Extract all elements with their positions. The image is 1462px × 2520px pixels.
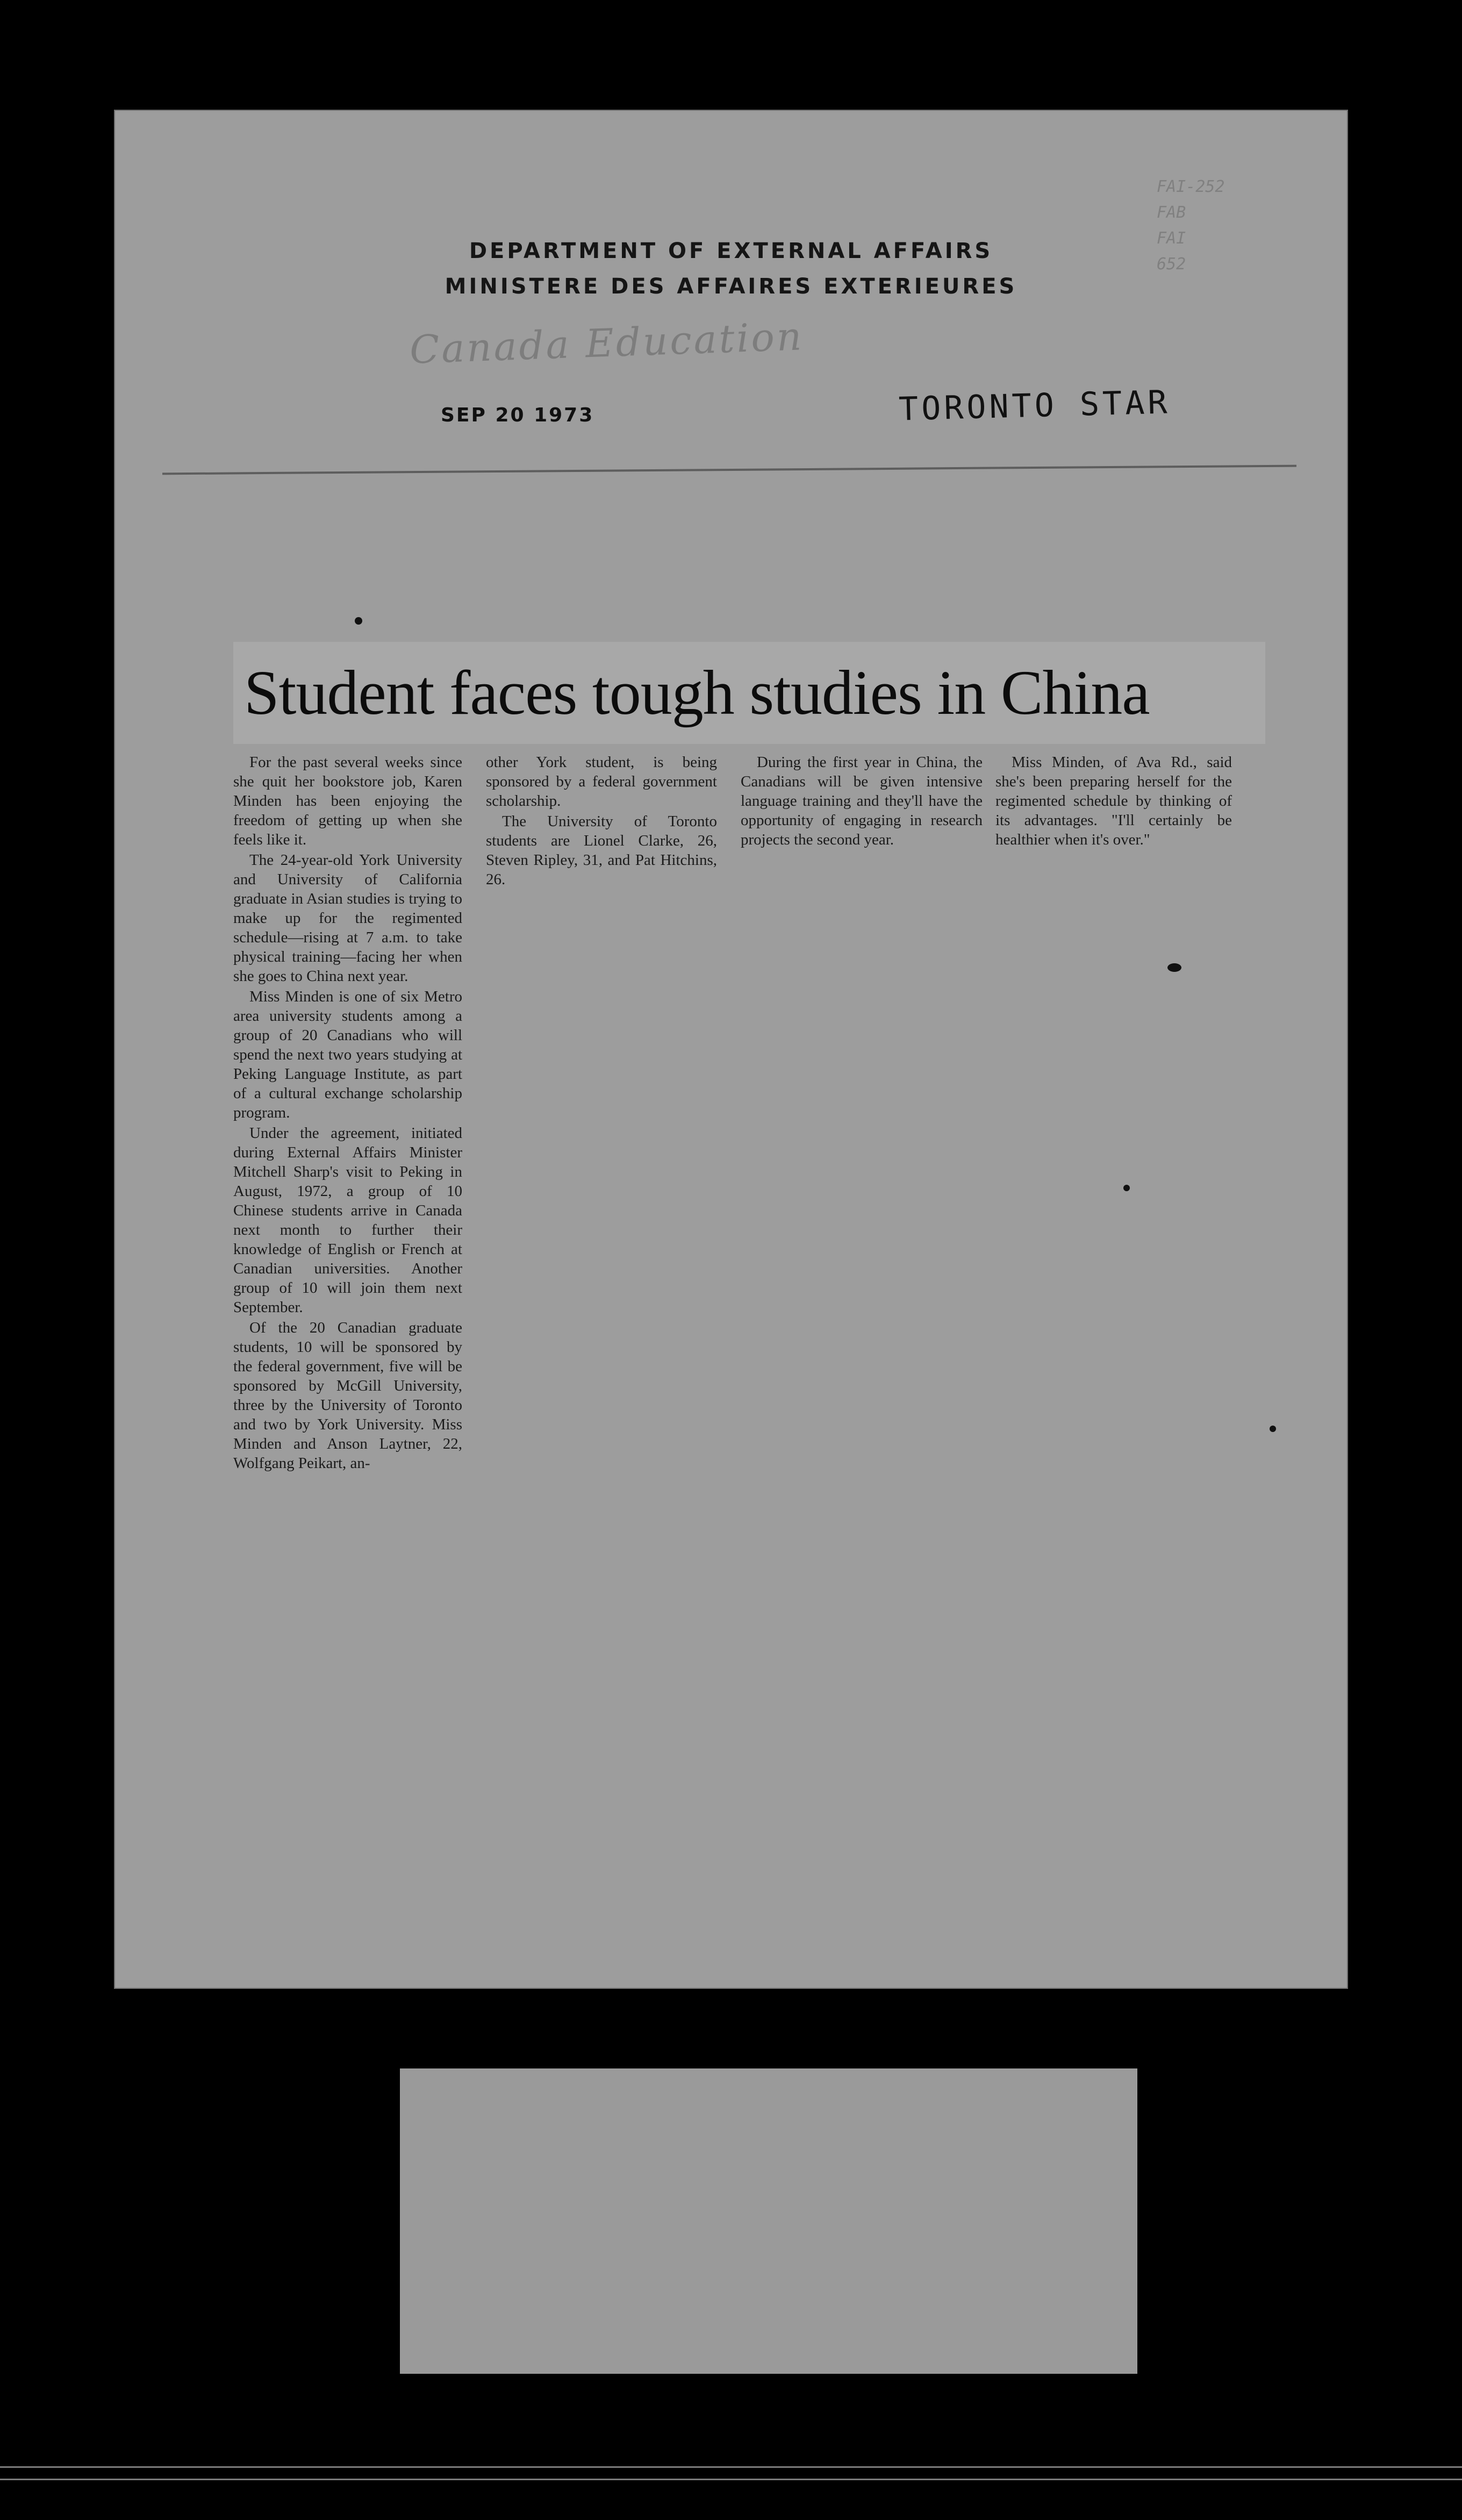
margin-note: FAB bbox=[1157, 203, 1186, 222]
film-speck bbox=[1123, 1185, 1130, 1191]
margin-note: FAI-252 bbox=[1157, 177, 1225, 196]
newspaper-clipping bbox=[233, 642, 1255, 1760]
handwritten-subject: Canada Education bbox=[408, 313, 805, 373]
article-paragraph: For the past several weeks since she quit her bookstore job, Karen Minden has been enjoying the freedom of getting up when she feels like it. bbox=[233, 754, 462, 848]
article-paragraph: Miss Minden, of Ava Rd., said she's been preparing herself for the regimented schedule by thinking of its advantages. "I'll certainly be healthier when it's over." bbox=[995, 754, 1232, 848]
article-paragraph: Under the agreement, initiated during External Affairs Minister Mitchell Sharp's visit to Peking in August, 1972, a group of 10 Chinese students arrive in Canada next month to further their knowledge of English or French at Canadian universities. Another group of 10 will join them next September. bbox=[233, 1125, 462, 1316]
blank-index-card bbox=[400, 2068, 1137, 2374]
article-paragraph: The 24-year-old York University and University of California graduate in Asian studies is trying to make up for the regimented schedule—rising at 7 a.m. to take physical training—facing her when she goes to China next year. bbox=[233, 851, 462, 985]
article-column-2 bbox=[486, 753, 717, 890]
archive-page bbox=[114, 110, 1348, 1989]
article-column-3 bbox=[741, 753, 983, 850]
film-speck bbox=[355, 617, 362, 625]
article-paragraph: Miss Minden is one of six Metro area university students among a group of 20 Canadians who will spend the next two years studying at Peking Language Institute, as part of a cultural exchange scholarship program. bbox=[233, 988, 462, 1121]
divider-rule bbox=[162, 465, 1296, 475]
film-speck bbox=[1270, 1426, 1276, 1432]
margin-notes bbox=[1157, 174, 1318, 277]
margin-note: 652 bbox=[1157, 255, 1186, 274]
film-speck bbox=[1167, 963, 1181, 972]
article-paragraph: Of the 20 Canadian graduate students, 10 will be sponsored by the federal government, five will be sponsored by McGill University, three by the University of Toronto and two by York University. Miss Minden and Anson Laytner, 22, Wolfgang Peikart, an- bbox=[233, 1319, 462, 1472]
article-column-1 bbox=[233, 753, 462, 1474]
date-stamp: SEP 20 1973 bbox=[441, 404, 594, 426]
department-name-english: DEPARTMENT OF EXTERNAL AFFAIRS bbox=[469, 239, 993, 263]
article-headline: Student faces tough studies in China bbox=[233, 642, 1265, 744]
film-edge bbox=[0, 2466, 1462, 2480]
department-name-french: MINISTERE DES AFFAIRES EXTERIEURES bbox=[445, 274, 1017, 299]
article-column-4 bbox=[995, 753, 1232, 850]
margin-note: FAI bbox=[1157, 229, 1186, 248]
article-paragraph: The University of Toronto students are Lionel Clarke, 26, Steven Ripley, 31, and Pat Hitchins, 26. bbox=[486, 813, 717, 888]
article-paragraph: other York student, is being sponsored by a federal government scholarship. bbox=[486, 754, 717, 810]
newspaper-name: TORONTO STAR bbox=[898, 383, 1171, 428]
article-paragraph: During the first year in China, the Canadians will be given intensive language training and they'll have the opportunity of engaging in research projects the second year. bbox=[741, 754, 983, 848]
